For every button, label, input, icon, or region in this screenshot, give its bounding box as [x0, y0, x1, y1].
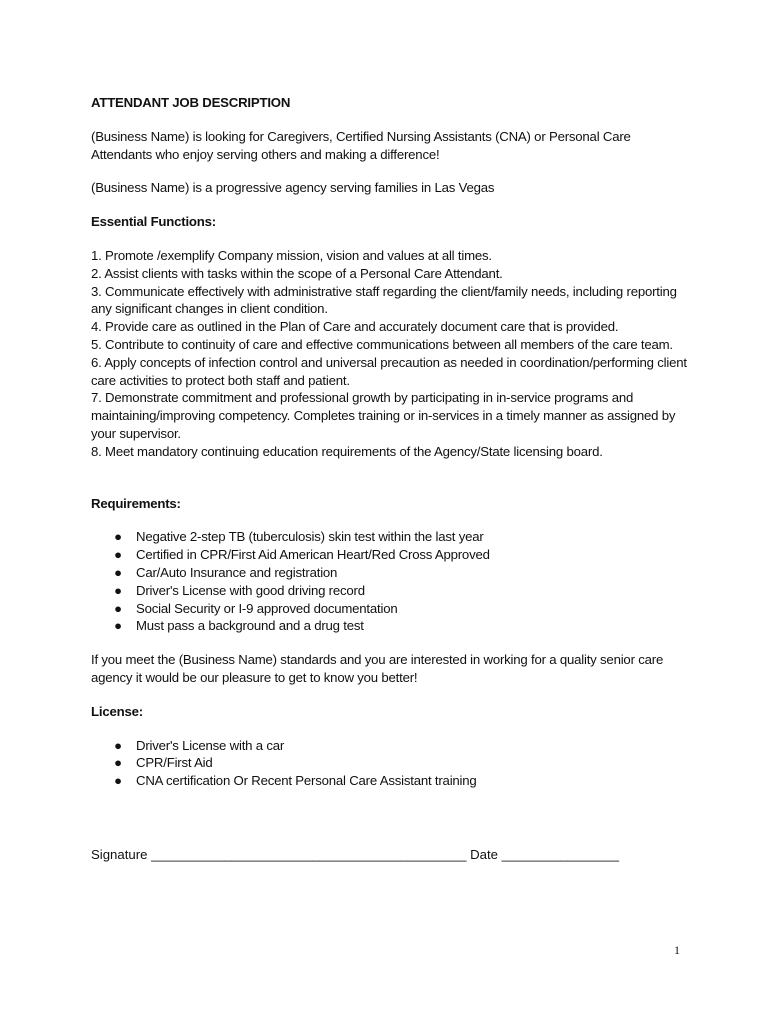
- function-item: 4. Provide care as outlined in the Plan of Care and accurately document care that is provided.: [91, 319, 619, 335]
- essential-functions-heading: Essential Functions:: [91, 214, 216, 230]
- license-heading: License:: [91, 703, 143, 719]
- bullet-icon: ●: [114, 547, 122, 563]
- function-item: 7. Demonstrate commitment and professional growth by participating in in-service programs and maintaining/improving competency. Completes training or in-services in a timely manner as assigned by your supervisor.: [91, 390, 676, 441]
- function-item: 8. Meet mandatory continuing education requirements of the Agency/State licensing board.: [91, 443, 603, 459]
- bullet-icon: ●: [114, 600, 122, 616]
- requirements-list: [91, 528, 691, 635]
- bullet-icon: ●: [114, 582, 122, 598]
- function-item: 6. Apply concepts of infection control and universal precaution as needed in coordination/performing client care activities to protect both staff and patient.: [91, 354, 687, 388]
- requirement-item: ● Social Security or I-9 approved documentation: [114, 600, 398, 616]
- function-item: 2. Assist clients with tasks within the scope of a Personal Care Attendant.: [91, 265, 503, 281]
- function-item: 3. Communicate effectively with administrative staff regarding the client/family needs, including reporting any significant changes in client condition.: [91, 283, 677, 317]
- license-list: [91, 737, 691, 790]
- signature-date-line[interactable]: Signature ___________________________________________ Date ________________: [91, 847, 620, 862]
- document-title: ATTENDANT JOB DESCRIPTION: [91, 95, 291, 110]
- bullet-icon: ●: [114, 564, 122, 580]
- license-item: ● Driver's License with a car: [114, 737, 285, 753]
- function-item: 1. Promote /exemplify Company mission, vision and values at all times.: [91, 247, 492, 263]
- license-item: ● CNA certification Or Recent Personal Care Assistant training: [114, 773, 477, 789]
- page-number: 1: [674, 943, 680, 957]
- requirement-item: ● Negative 2-step TB (tuberculosis) skin test within the last year: [114, 529, 484, 545]
- requirement-item: ● Must pass a background and a drug test: [114, 618, 364, 634]
- bullet-icon: ●: [114, 773, 122, 789]
- document-body: [91, 94, 691, 790]
- bullet-icon: ●: [114, 737, 122, 753]
- license-item: ● CPR/First Aid: [114, 755, 213, 771]
- closing-paragraph: If you meet the (Business Name) standards and you are interested in working for a quality senior care agency it would be our pleasure to get to know you better!: [91, 652, 664, 685]
- function-item: 5. Contribute to continuity of care and effective communications between all members of the care team.: [91, 336, 673, 352]
- essential-functions-list: [91, 247, 691, 461]
- intro-paragraph: (Business Name) is looking for Caregivers, Certified Nursing Assistants (CNA) or Personal Care Attendants who enjoy serving others and making a difference!: [91, 128, 631, 162]
- requirement-item: ● Car/Auto Insurance and registration: [114, 564, 338, 580]
- requirement-item: ● Certified in CPR/First Aid American Heart/Red Cross Approved: [114, 547, 490, 563]
- agency-paragraph: (Business Name) is a progressive agency serving families in Las Vegas: [91, 180, 495, 196]
- bullet-icon: ●: [114, 618, 122, 634]
- requirements-heading: Requirements:: [91, 495, 181, 511]
- bullet-icon: ●: [114, 529, 122, 545]
- bullet-icon: ●: [114, 755, 122, 771]
- requirement-item: ● Driver's License with good driving record: [114, 582, 365, 598]
